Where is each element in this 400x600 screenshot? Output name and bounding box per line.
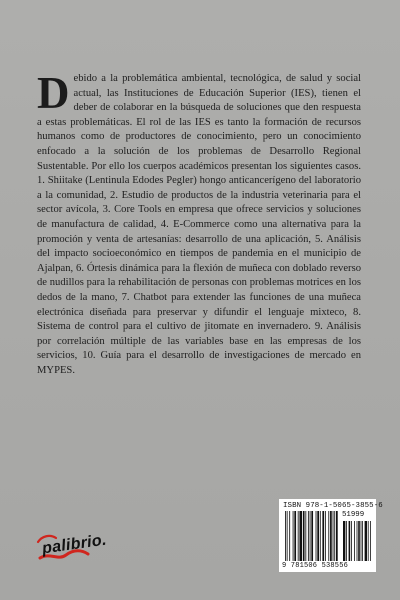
publisher-logo <box>36 528 140 568</box>
barcode-bar <box>317 511 319 561</box>
barcode-bar <box>308 511 309 561</box>
barcode-bar <box>322 511 324 561</box>
addon-barcode-bar <box>370 521 371 561</box>
barcode-bar <box>311 511 313 561</box>
barcode-bar <box>336 511 338 561</box>
addon-barcode-bar <box>351 521 352 561</box>
isbn-barcode <box>279 499 383 572</box>
addon-barcode-bar <box>365 521 367 561</box>
barcode-bar <box>330 511 332 561</box>
blurb-text-block <box>37 68 361 378</box>
barcode-bar <box>298 511 299 561</box>
addon-barcode-bar <box>362 521 363 561</box>
isbn-label: ISBN 978-1-5065-3855-6 <box>283 502 383 510</box>
barcode-bar <box>334 511 335 561</box>
addon-barcode-bar <box>346 521 347 561</box>
drop-cap: D <box>37 68 70 118</box>
publisher-name: palibrio. <box>41 531 108 558</box>
addon-barcode-bar <box>357 521 358 561</box>
addon-barcode-bar <box>349 521 351 561</box>
barcode-bar <box>333 511 334 561</box>
barcode-bar <box>303 511 305 561</box>
addon-barcode-bar <box>358 521 360 561</box>
addon-barcode-bar <box>361 521 362 561</box>
barcode-bar <box>325 511 326 561</box>
barcode-bar <box>293 511 294 561</box>
barcode-bar <box>289 511 290 561</box>
barcode-bar <box>305 511 306 561</box>
barcode-bar <box>299 511 302 561</box>
barcode-bar <box>316 511 317 561</box>
price-code: 51999 <box>342 511 365 519</box>
barcode-bar <box>310 511 311 561</box>
barcode-bar <box>328 511 329 561</box>
addon-barcode-bar <box>343 521 345 561</box>
ean-digits: 9 781506 538556 <box>282 562 349 570</box>
barcode-bar <box>294 511 296 561</box>
barcode-bar <box>285 511 286 561</box>
barcode-bar <box>287 511 288 561</box>
addon-barcode-bar <box>354 521 355 561</box>
barcode-bar <box>320 511 321 561</box>
addon-barcode-bar <box>368 521 369 561</box>
blurb-paragraph: ebido a la problemática ambiental, tecnológica, de salud y social actual, las Instituciones de Educación Superior (IES), tienen el deber de colaborar en la búsqueda de soluciones que den respuesta a estas problemáticas. El rol de las IES es tanto la formación de recursos humanos como de productores de conocimiento, pero un conocimiento enfocado a la solución de los problemas de Desarrollo Regional Sustentable. Por ello los cuerpos académicos presentan los siguientes casos. 1. Shiitake (Lentinula Edodes Pegler) hongo anticancerígeno del laboratorio a la comunidad, 2. Estudio de productos de la industria veterinaria para el sector avícola, 3. Core Tools en empresa que ofrece servicios y soluciones de manufactura de calidad, 4. E-Commerce como una alternativa para la promoción y venta de artesanías: desarrollo de una aplicación, 5. Análisis del impacto socioeconómico en tiempos de pandemia en el municipio de Ajalpan, 6. Órtesis dinámica para la flexión de muñeca con doblado reverso de nudillos para la rehabilitación de personas con problemas motrices en los dedos de la mano, 7. Chatbot para extender las funciones de una muñeca electrónica diseñada para preservar y difundir el lenguaje mixteco, 8. Sistema de control para el cultivo de jitomate en invernadero. 9. Análisis por correlación múltiple de las variables base en las empresas de los servicios, 10. Guía para el desarrollo de investigaciones de mercado en MYPES. <box>37 73 361 376</box>
